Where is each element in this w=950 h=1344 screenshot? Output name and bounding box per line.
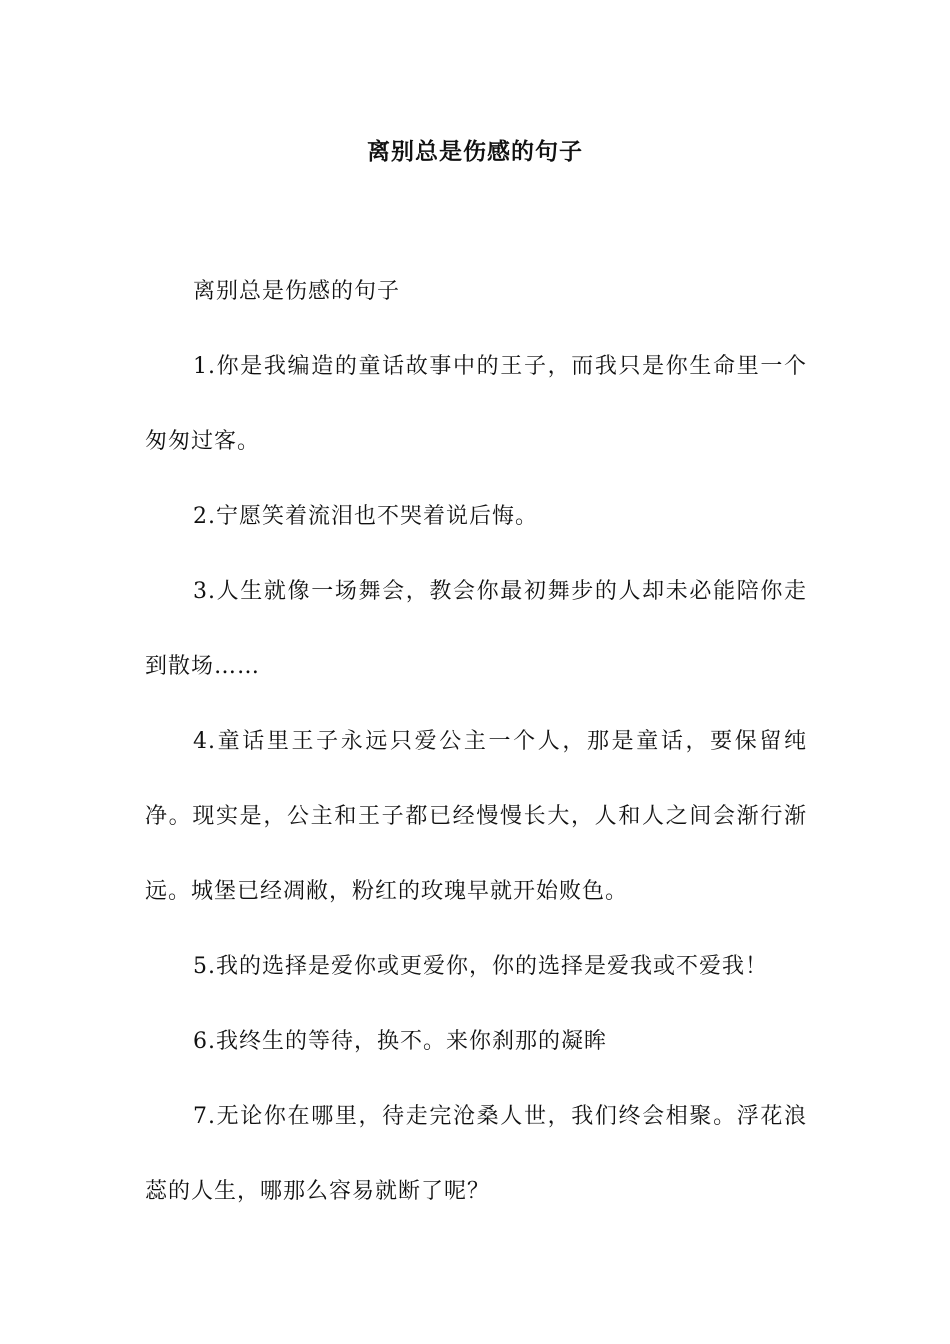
document-title: 离别总是伤感的句子 <box>367 139 583 165</box>
paragraph-6: 6.我终生的等待，换不。来你刹那的凝眸 <box>193 1029 607 1054</box>
paragraph-2: 2.宁愿笑着流泪也不哭着说后悔。 <box>193 504 538 529</box>
subtitle-paragraph: 离别总是伤感的句子 <box>193 279 401 304</box>
paragraph-7: 7.无论你在哪里，待走完沧桑人世，我们终会相聚。浮花浪蕊的人生，哪那么容易就断了呢？ <box>145 1104 807 1204</box>
paragraph-5: 5.我的选择是爱你或更爱你，你的选择是爱我或不爱我！ <box>193 954 768 979</box>
paragraph-1: 1.你是我编造的童话故事中的王子，而我只是你生命里一个匆匆过客。 <box>145 354 807 454</box>
paragraph-3: 3.人生就像一场舞会，教会你最初舞步的人却未必能陪你走到散场…… <box>145 579 807 679</box>
paragraph-4: 4.童话里王子永远只爱公主一个人，那是童话，要保留纯净。现实是，公主和王子都已经慢慢长大，人和人之间会渐行渐远。城堡已经凋敝，粉红的玫瑰早就开始败色。 <box>145 729 807 904</box>
document-body <box>145 254 807 1229</box>
